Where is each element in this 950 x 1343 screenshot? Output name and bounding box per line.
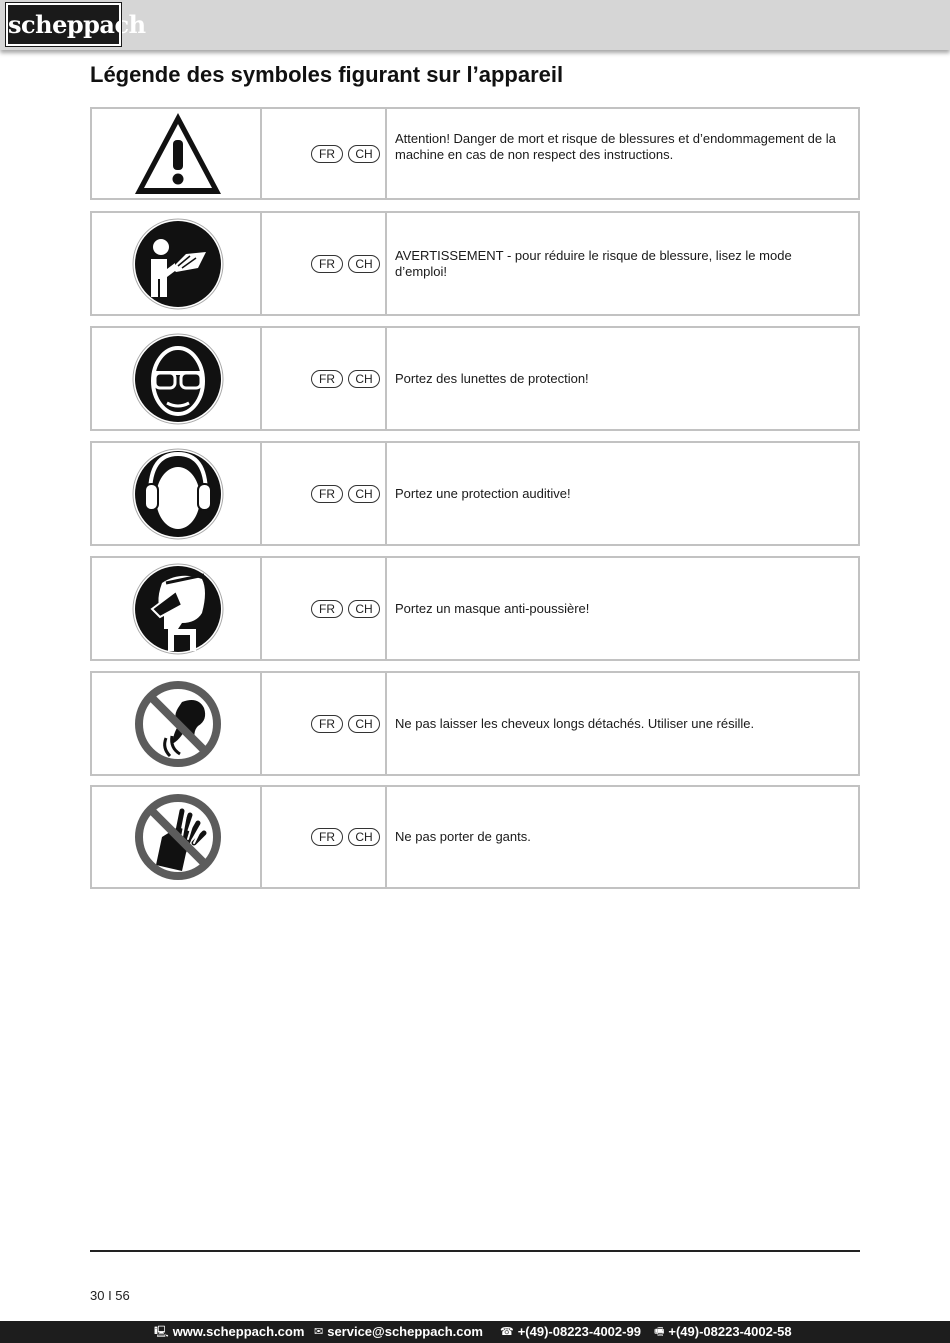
header-bar	[0, 0, 950, 50]
symbol-description: Ne pas laisser les cheveux longs détachés. Utiliser une résille.	[395, 715, 755, 731]
lang-badge-ch: CH	[348, 255, 380, 273]
email-link[interactable]: service@scheppach.com	[327, 1324, 483, 1339]
symbol-icon-cell	[92, 109, 262, 198]
lang-badge-ch: CH	[348, 485, 380, 503]
description-cell	[387, 787, 858, 887]
symbol-row	[90, 671, 860, 776]
lang-badge-ch: CH	[348, 600, 380, 618]
language-cell	[262, 443, 387, 544]
fax-icon: 🖷︎	[654, 1326, 665, 1338]
symbol-icon-cell	[92, 673, 262, 774]
symbol-description: Portez une protection auditive!	[395, 485, 571, 501]
fax-contact	[654, 1321, 792, 1343]
lang-badge-ch: CH	[348, 715, 380, 733]
description-cell	[387, 673, 858, 774]
scheppach-logo: scheppach	[6, 3, 121, 46]
language-cell	[262, 109, 387, 198]
language-cell	[262, 213, 387, 314]
symbol-row	[90, 326, 860, 431]
lang-badge-fr: FR	[311, 715, 343, 733]
safety-goggles-icon	[132, 333, 224, 425]
symbol-description: Ne pas porter de gants.	[395, 829, 531, 844]
symbol-icon-cell	[92, 443, 262, 544]
description-cell	[387, 213, 858, 314]
email-contact	[314, 1321, 483, 1343]
website-contact	[154, 1321, 304, 1343]
phone-number: +(49)-08223-4002-99	[517, 1324, 641, 1339]
lang-badge-fr: FR	[311, 485, 343, 503]
read-manual-icon	[132, 218, 224, 310]
description-cell	[387, 109, 858, 198]
description-cell	[387, 328, 858, 429]
dust-mask-icon	[132, 563, 224, 655]
lang-badge-ch: CH	[348, 370, 380, 388]
mail-icon: ✉︎	[314, 1326, 324, 1338]
lang-badge-ch: CH	[348, 828, 380, 846]
phone-icon: ☎︎	[500, 1326, 514, 1338]
website-link[interactable]: www.scheppach.com	[172, 1324, 305, 1339]
page-title: Légende des symboles figurant sur l’appareil	[90, 62, 564, 87]
lang-badge-fr: FR	[311, 370, 343, 388]
lang-badge-fr: FR	[311, 255, 343, 273]
lang-badge-fr: FR	[311, 828, 343, 846]
symbol-icon-cell	[92, 558, 262, 659]
symbol-row	[90, 107, 860, 200]
page-number: 30 I 56	[90, 1288, 130, 1303]
symbol-icon-cell	[92, 213, 262, 314]
no-loose-hair-icon	[132, 678, 224, 770]
symbol-description: Portez des lunettes de protection!	[395, 370, 589, 386]
warning-triangle-icon	[132, 108, 224, 200]
symbol-icon-cell	[92, 787, 262, 887]
computer-icon: 🖳︎	[154, 1326, 169, 1338]
no-gloves-icon	[132, 791, 224, 883]
language-cell	[262, 328, 387, 429]
symbol-row	[90, 785, 860, 889]
symbol-row	[90, 556, 860, 661]
language-cell	[262, 558, 387, 659]
phone-contact	[500, 1321, 641, 1343]
description-cell	[387, 558, 858, 659]
lang-badge-fr: FR	[311, 145, 343, 163]
symbol-row	[90, 211, 860, 316]
symbol-row	[90, 441, 860, 546]
language-cell	[262, 787, 387, 887]
footer-divider	[90, 1250, 860, 1252]
symbol-description: Attention! Danger de mort et risque de blessures et d’endommagement de la machine en cas de non respect des instructions.	[395, 131, 836, 162]
language-cell	[262, 673, 387, 774]
lang-badge-ch: CH	[348, 145, 380, 163]
ear-protection-icon	[132, 448, 224, 540]
lang-badge-fr: FR	[311, 600, 343, 618]
fax-number: +(49)-08223-4002-58	[668, 1324, 792, 1339]
symbol-icon-cell	[92, 328, 262, 429]
contact-bar	[0, 1321, 950, 1343]
symbol-description: Portez un masque anti-poussière!	[395, 600, 590, 616]
description-cell	[387, 443, 858, 544]
symbol-description: AVERTISSEMENT - pour réduire le risque de blessure, lisez le mode d’emploi!	[395, 247, 792, 279]
